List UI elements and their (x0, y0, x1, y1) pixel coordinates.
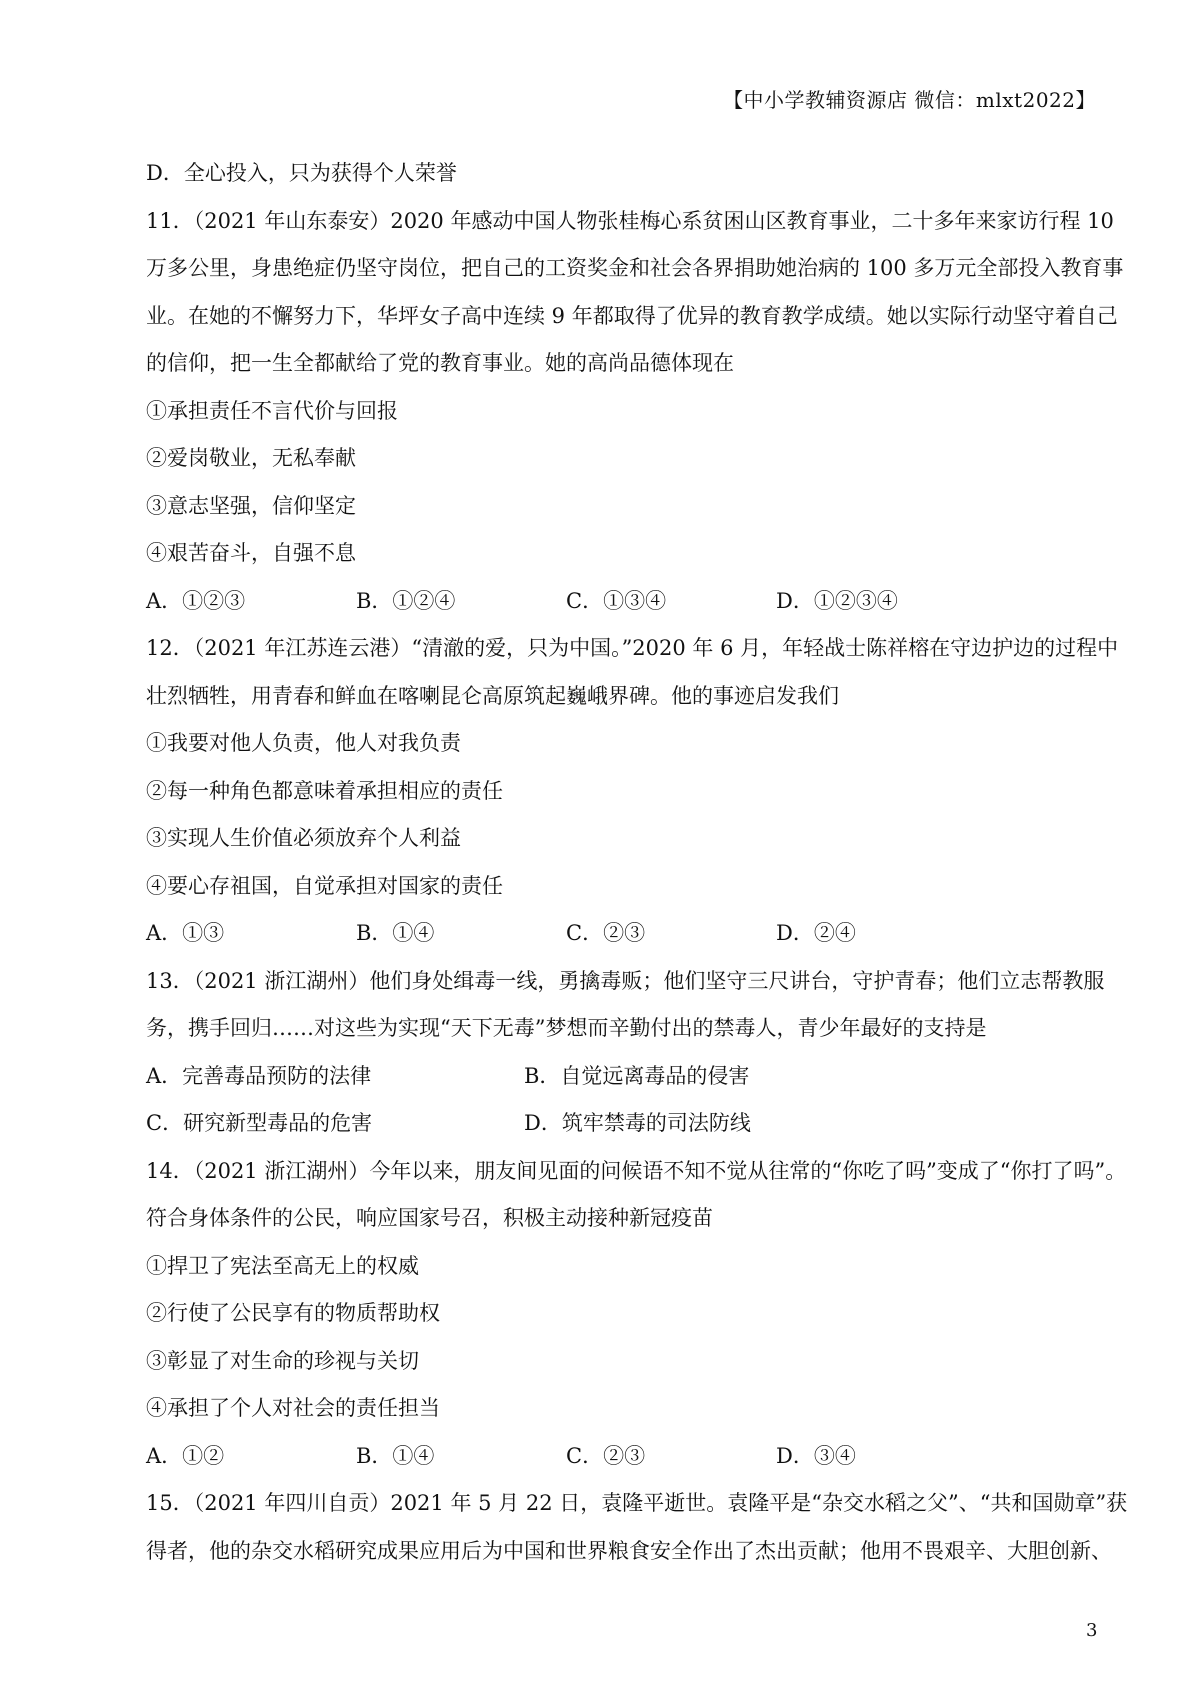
text-line: 15．（2021 年四川自贡）2021 年 5 月 22 日，袁隆平逝世。袁隆平是“杂交水稻之父”、“共和国勋章”获 (146, 1491, 1128, 1515)
answer-option: A．①② (146, 1443, 225, 1468)
answer-option: C．②③ (566, 921, 646, 945)
text-line: 壮烈牺牲，用青春和鲜血在喀喇昆仑高原筑起巍峨界碑。他的事迹启发我们 (146, 683, 839, 708)
text-line: ①捍卫了宪法至高无上的权威 (146, 1253, 419, 1278)
text-line: 得者，他的杂交水稻研究成果应用后为中国和世界粮食安全作出了杰出贡献；他用不畏艰辛、大胆创新、 (146, 1538, 1112, 1563)
text-line: ③实现人生价值必须放弃个人利益 (146, 826, 461, 850)
answer-options (146, 1053, 1106, 1101)
answer-option: C．①③④ (566, 588, 667, 613)
text-line: ②每一种角色都意味着承担相应的责任 (146, 778, 503, 803)
text-line: 11．（2021 年山东泰安）2020 年感动中国人物张桂梅心系贫困山区教育事业，二十多年来家访行程 10 (146, 208, 1114, 233)
text-line: ①承担责任不言代价与回报 (146, 398, 398, 423)
text-line: 13．（2021 浙江湖州）他们身处缉毒一线，勇擒毒贩；他们坚守三尺讲台，守护青春；他们立志帮教服 (146, 968, 1105, 993)
text-line: ④承担了个人对社会的责任担当 (146, 1396, 440, 1420)
answer-options (146, 1433, 1106, 1481)
text-line: ①我要对他人负责，他人对我负责 (146, 731, 461, 755)
answer-option: D．①②③④ (776, 588, 898, 613)
answer-options (146, 1100, 1106, 1148)
answer-option: A．完善毒品预防的法律 (146, 1063, 372, 1088)
text-line: ②行使了公民享有的物质帮助权 (146, 1301, 440, 1325)
answer-option: B．①②④ (356, 588, 456, 613)
answer-options (146, 578, 1106, 626)
page-content (146, 150, 1128, 1575)
answer-option: C．②③ (566, 1443, 646, 1468)
answer-option: C．研究新型毒品的危害 (146, 1111, 373, 1135)
page-header: 【中小学教辅资源店 微信：mlxt2022】 (723, 88, 1096, 112)
answer-option: D．③④ (776, 1443, 856, 1468)
page-number: 3 (1086, 1620, 1098, 1641)
text-line: 务，携手回归……对这些为实现“天下无毒”梦想而辛勤付出的禁毒人，青少年最好的支持是 (146, 1016, 987, 1040)
text-line: ④要心存祖国，自觉承担对国家的责任 (146, 873, 503, 898)
text-line: 万多公里，身患绝症仍坚守岗位，把自己的工资奖金和社会各界捐助她治病的 100 多万元全部投入教育事 (146, 256, 1124, 280)
text-line: ③彰显了对生命的珍视与关切 (146, 1348, 419, 1373)
text-line: 业。在她的不懈努力下，华坪女子高中连续 9 年都取得了优异的教育教学成绩。她以实际行动坚守着自己 (146, 303, 1118, 328)
answer-option: B．自觉远离毒品的侵害 (524, 1063, 750, 1088)
answer-option: D．②④ (776, 921, 856, 945)
answer-option: B．①④ (356, 1443, 435, 1468)
answer-option: A．①③ (146, 921, 225, 945)
answer-options (146, 910, 1106, 958)
text-line: 符合身体条件的公民，响应国家号召，积极主动接种新冠疫苗 (146, 1206, 713, 1230)
text-line: 14．（2021 浙江湖州）今年以来，朋友间见面的问候语不知不觉从往常的“你吃了吗”变成了“你打了吗”。 (146, 1158, 1127, 1183)
answer-option: A．①②③ (146, 588, 246, 613)
text-line: ③意志坚强，信仰坚定 (146, 493, 356, 518)
text-line: 12．（2021 年江苏连云港）“清澈的爱，只为中国。”2020 年 6 月，年轻战士陈祥榕在守边护边的过程中 (146, 636, 1119, 660)
answer-option: B．①④ (356, 921, 435, 945)
text-line: 的信仰，把一生全都献给了党的教育事业。她的高尚品德体现在 (146, 351, 734, 375)
answer-option: D．筑牢禁毒的司法防线 (524, 1111, 751, 1135)
text-line: D．全心投入，只为获得个人荣誉 (146, 161, 457, 185)
text-line: ②爱岗敬业，无私奉献 (146, 446, 356, 470)
text-line: ④艰苦奋斗，自强不息 (146, 541, 356, 565)
